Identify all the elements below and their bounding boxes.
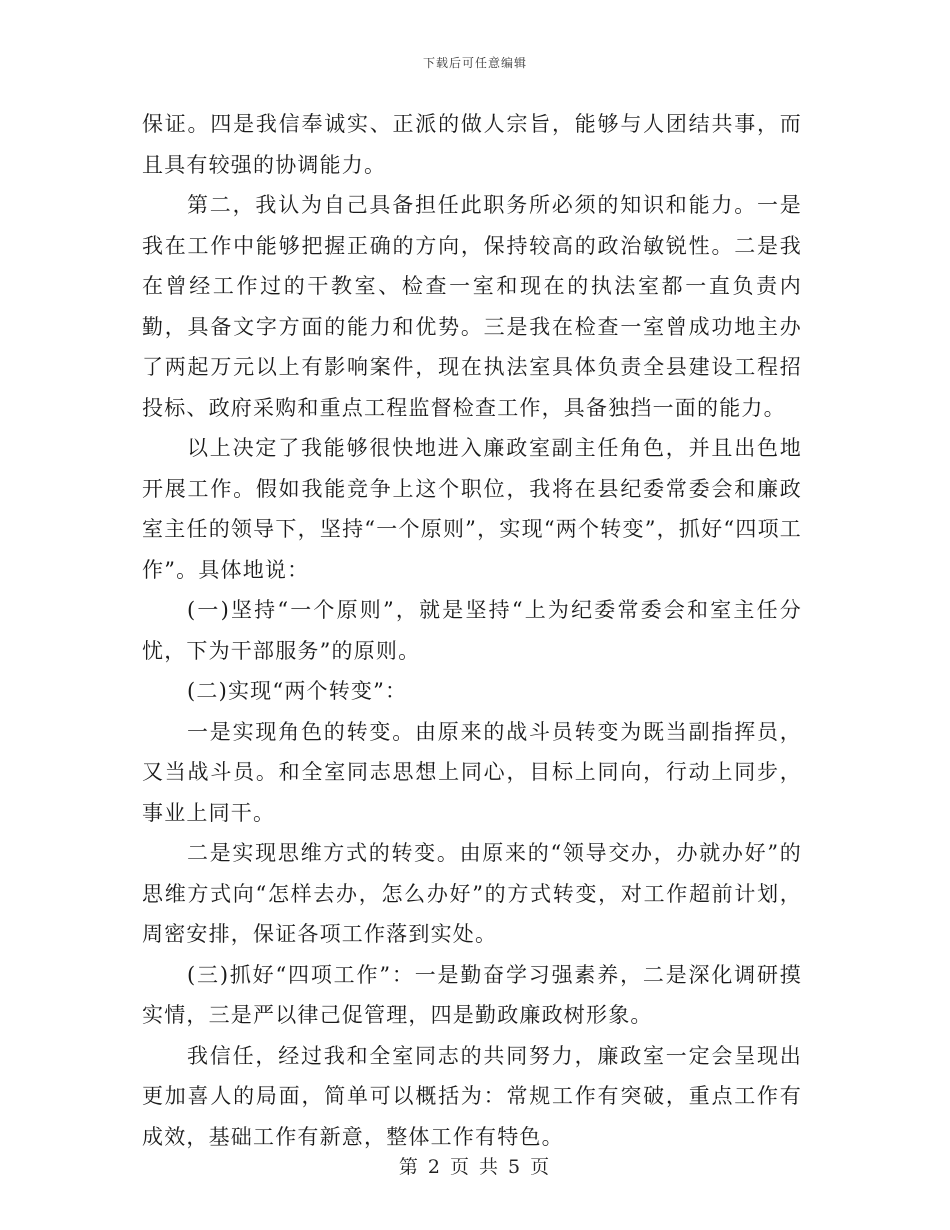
- paragraph: (二)实现“两个转变”：: [187, 679, 408, 703]
- paragraph: 第二，我认为自己具备担任此职务所必须的知识和能力。一是我在工作中能够把握正确的方向，保持较高的政治敏锐性。二是我在曾经工作过的干教室、检查一室和现在的执法室都一直负责内勤，具备文字方面的能力和优势。三是我在检查一室曾成功地主办了两起万元以上有影响案件，现在执法室具体负责全县建设工程招投标、政府采购和重点工程监督检查工作，具备独挡一面的能力。: [142, 193, 802, 420]
- paragraph: 以上决定了我能够很快地进入廉政室副主任角色，并且出色地开展工作。假如我能竞争上这个职位，我将在县纪委常委会和廉政室主任的领导下，坚持“一个原则”，实现“两个转变”，抓好“四项工作”。具体地说：: [142, 436, 802, 582]
- paragraph: 二是实现思维方式的转变。由原来的“领导交办，办就办好”的思维方式向“怎样去办，怎么办好”的方式转变，对工作超前计划，周密安排，保证各项工作落到实处。: [142, 841, 802, 946]
- paragraph: (三)抓好“四项工作”：一是勤奋学习强素养，二是深化调研摸实情，三是严以律己促管理，四是勤政廉政树形象。: [142, 962, 802, 1027]
- paragraph: 我信任，经过我和全室同志的共同努力，廉政室一定会呈现出更加喜人的局面，简单可以概括为：常规工作有突破，重点工作有成效，基础工作有新意，整体工作有特色。: [142, 1043, 802, 1149]
- page-number: 第 2 页 共 5 页: [398, 1156, 552, 1178]
- paragraph: 一是实现角色的转变。由原来的战斗员转变为既当副指挥员，又当战斗员。和全室同志思想上同心，目标上同向，行动上同步，事业上同干。: [142, 719, 802, 825]
- paragraph: 保证。四是我信奉诚实、正派的做人宗旨，能够与人团结共事，而且具有较强的协调能力。: [142, 112, 802, 177]
- paragraph: (一)坚持“一个原则”，就是坚持“上为纪委常委会和室主任分忧，下为干部服务”的原则。: [142, 598, 802, 663]
- document-body: [142, 104, 802, 1157]
- page-header: 下载后可任意编辑: [422, 56, 527, 70]
